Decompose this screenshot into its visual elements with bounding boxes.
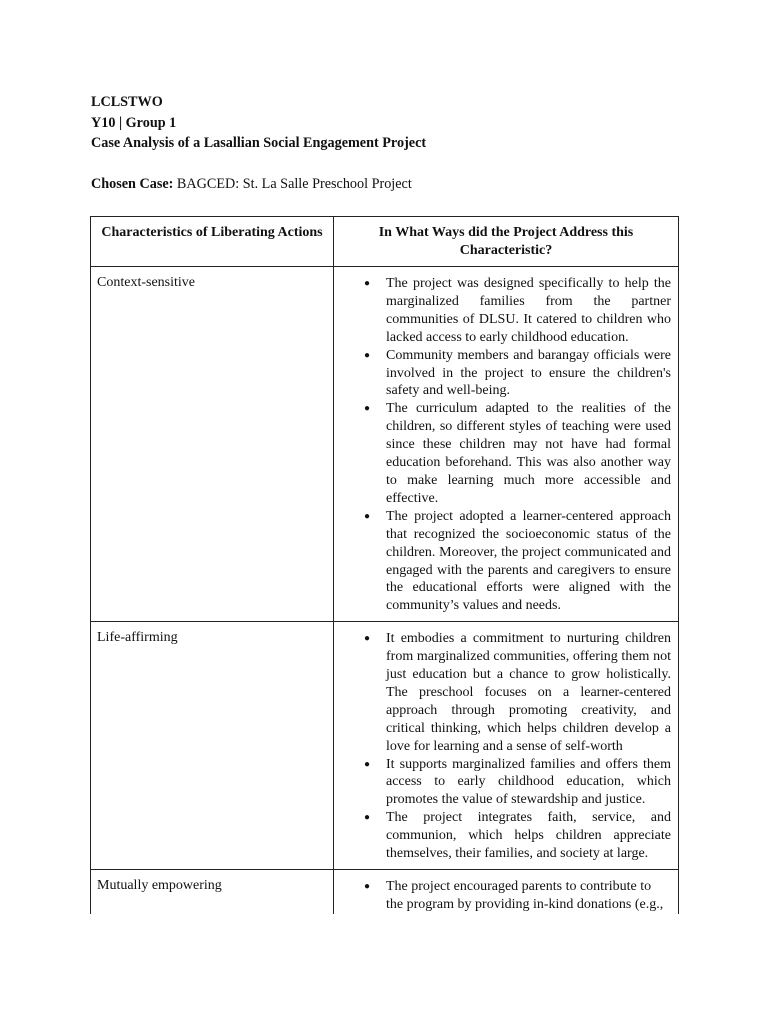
list-item: ● It embodies a commitment to nurturing children from marginalized communities, offering them not just education but a chance to grow holistically. The preschool focuses on a learner-centered approach through promoting creativity, and critical thinking, which helps children develop a love for learning and a sense of self-worth bbox=[364, 631, 671, 754]
list-item: ● The curriculum adapted to the realities of the children, so different styles of teaching were used since these children may not have had formal education beforehand. This was also another way to make learning much more accessible and effective. bbox=[364, 401, 671, 506]
list-item: ● The project was designed specifically to help the marginalized families from the partner communities of DLSU. It catered to children who lacked access to early childhood education. bbox=[364, 276, 671, 345]
document-title: Case Analysis of a Lasallian Social Engagement Project bbox=[91, 135, 427, 151]
analysis-table bbox=[90, 216, 679, 914]
chosen-case-value: BAGCED: St. La Salle Preschool Project bbox=[176, 176, 412, 192]
chosen-case bbox=[91, 174, 412, 194]
table-row bbox=[91, 870, 679, 915]
bullet-icon: ● bbox=[364, 349, 371, 361]
bullet-list bbox=[341, 878, 671, 914]
header-ways: In What Ways did the Project Address this Characteristic? bbox=[334, 217, 679, 267]
course-code: LCLSTWO bbox=[91, 94, 163, 110]
ways-cell bbox=[334, 870, 679, 915]
section-group: Y10 | Group 1 bbox=[91, 114, 177, 131]
characteristic-cell: Life-affirming bbox=[91, 622, 334, 870]
characteristic-cell: Mutually empowering bbox=[91, 870, 334, 915]
list-item: ● Community members and barangay officials were involved in the project to ensure the children's safety and well-being. bbox=[364, 347, 671, 399]
document-header bbox=[91, 92, 691, 154]
ways-cell bbox=[334, 267, 679, 622]
list-item: ● It supports marginalized families and offers them access to early childhood education, which promotes the value of stewardship and justice. bbox=[364, 756, 671, 808]
bullet-icon: ● bbox=[364, 633, 371, 645]
bullet-icon: ● bbox=[364, 758, 371, 770]
bullet-list bbox=[341, 275, 671, 615]
table-row bbox=[91, 622, 679, 870]
list-item: ● The project adopted a learner-centered approach that recognized the socioeconomic status of the children. Moreover, the project communicated and engaged with the parents and caregivers to ensure the educational efforts were aligned with the community’s values and needs. bbox=[364, 508, 671, 614]
bullet-icon: ● bbox=[364, 881, 371, 892]
characteristic-cell: Context-sensitive bbox=[91, 267, 334, 622]
bullet-list bbox=[341, 630, 671, 863]
list-item: ● The project encouraged parents to contribute to the program by providing in-kind donations (e.g., bbox=[364, 879, 664, 912]
table-header-row bbox=[91, 217, 679, 267]
header-characteristics: Characteristics of Liberating Actions bbox=[91, 217, 334, 267]
ways-cell bbox=[334, 622, 679, 870]
bullet-icon: ● bbox=[364, 812, 371, 824]
bullet-icon: ● bbox=[364, 278, 371, 289]
bullet-icon: ● bbox=[364, 403, 371, 415]
bullet-icon: ● bbox=[364, 510, 371, 522]
chosen-case-label: Chosen Case: bbox=[91, 176, 174, 192]
table-row bbox=[91, 267, 679, 622]
list-item: ● The project integrates faith, service, and communion, which helps children appreciate themselves, their families, and society at large. bbox=[364, 810, 671, 862]
